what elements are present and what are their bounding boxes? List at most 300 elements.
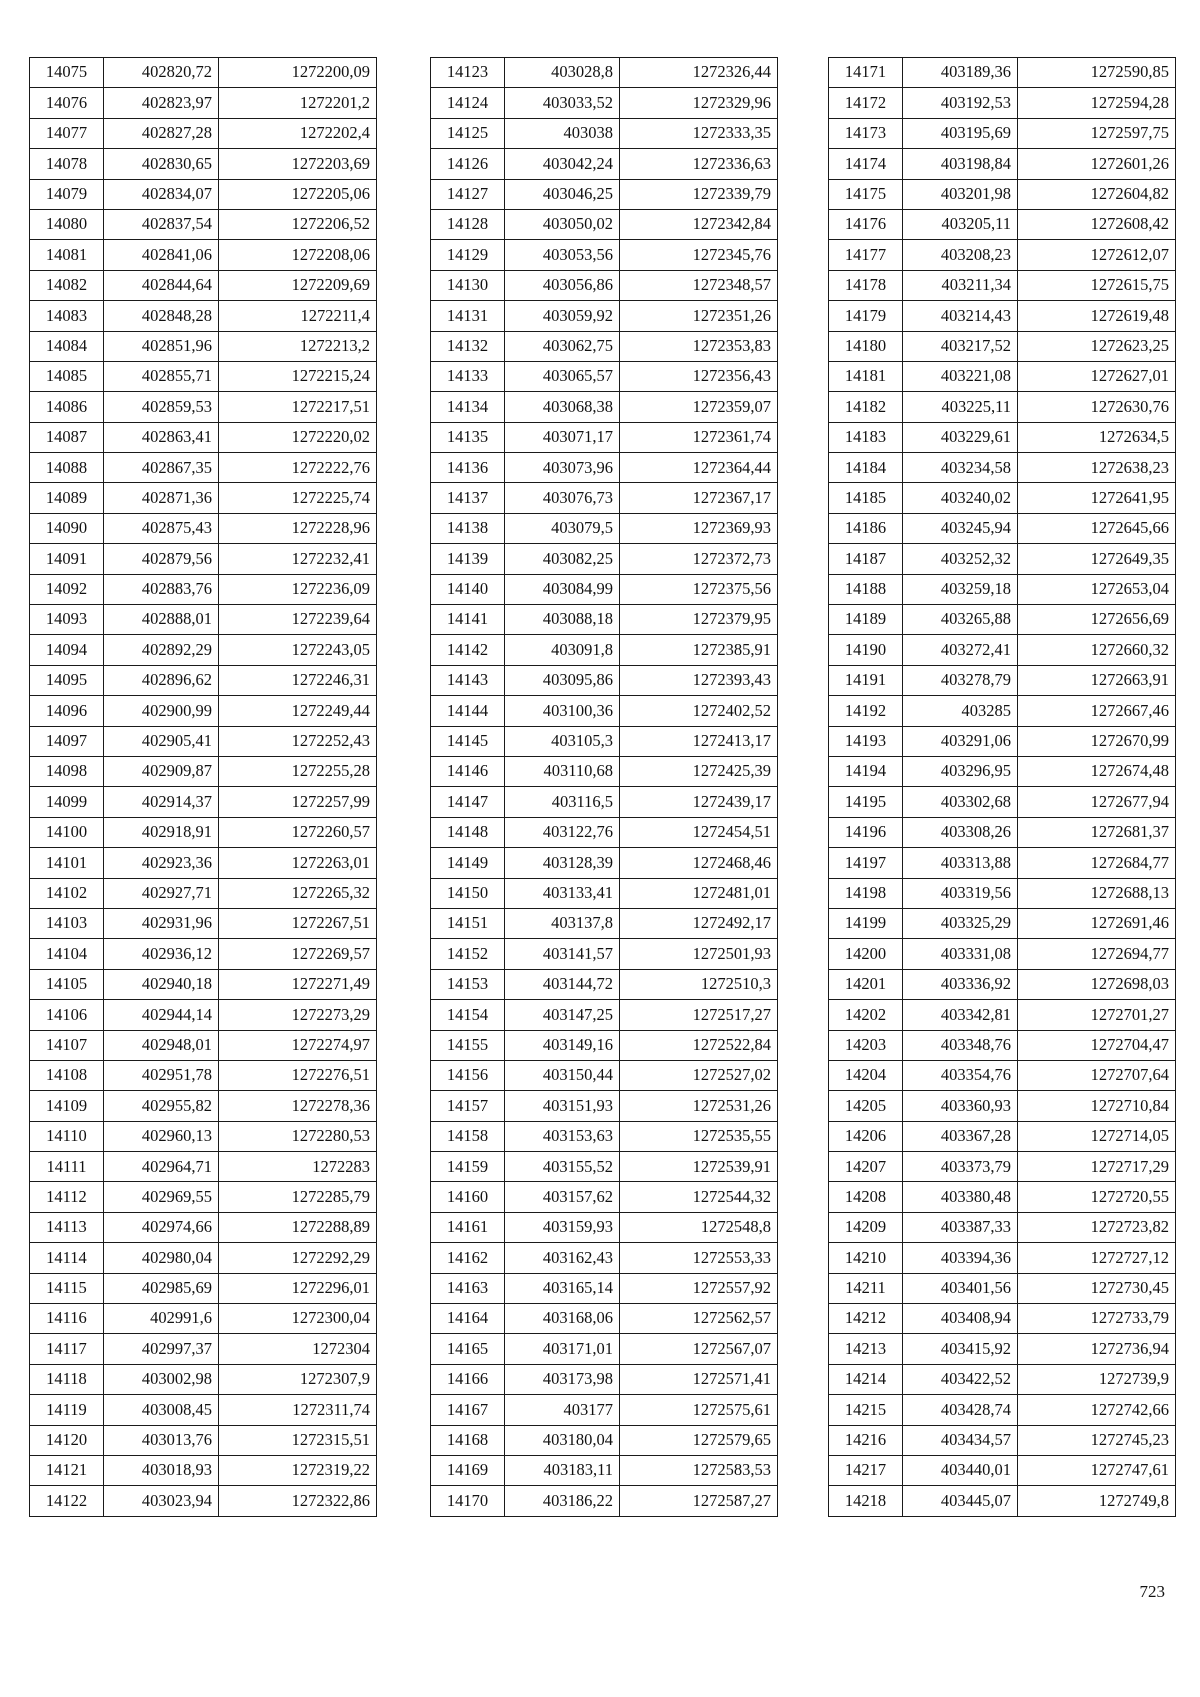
- table-row: [30, 635, 377, 665]
- table-row: [431, 969, 778, 999]
- table-row: [829, 574, 1176, 604]
- x-coordinate-cell: 403050,02: [505, 209, 620, 239]
- table-row: [431, 939, 778, 969]
- table-row: [30, 1395, 377, 1425]
- x-coordinate-cell: 402892,29: [104, 635, 219, 665]
- y-coordinate-cell: 1272385,91: [620, 635, 778, 665]
- y-coordinate-cell: 1272273,29: [219, 1000, 377, 1030]
- x-coordinate-cell: 402830,65: [104, 149, 219, 179]
- table-row: [829, 1121, 1176, 1151]
- point-number-cell: 14218: [829, 1486, 903, 1516]
- point-number-cell: 14083: [30, 301, 104, 331]
- point-number-cell: 14217: [829, 1455, 903, 1485]
- y-coordinate-cell: 1272342,84: [620, 209, 778, 239]
- table-row: [30, 605, 377, 635]
- y-coordinate-cell: 1272203,69: [219, 149, 377, 179]
- y-coordinate-cell: 1272326,44: [620, 58, 778, 88]
- point-number-cell: 14145: [431, 726, 505, 756]
- table-row: [30, 1486, 377, 1516]
- table-row: [30, 1243, 377, 1273]
- table-row: [431, 908, 778, 938]
- x-coordinate-cell: 403428,74: [903, 1395, 1018, 1425]
- y-coordinate-cell: 1272336,63: [620, 149, 778, 179]
- x-coordinate-cell: 403046,25: [505, 179, 620, 209]
- x-coordinate-cell: 402820,72: [104, 58, 219, 88]
- x-coordinate-cell: 402823,97: [104, 88, 219, 118]
- point-number-cell: 14122: [30, 1486, 104, 1516]
- point-number-cell: 14155: [431, 1030, 505, 1060]
- x-coordinate-cell: 403336,92: [903, 969, 1018, 999]
- x-coordinate-cell: 403394,36: [903, 1243, 1018, 1273]
- table-row: [431, 1030, 778, 1060]
- point-number-cell: 14203: [829, 1030, 903, 1060]
- x-coordinate-cell: 402980,04: [104, 1243, 219, 1273]
- point-number-cell: 14117: [30, 1334, 104, 1364]
- point-number-cell: 14194: [829, 756, 903, 786]
- point-number-cell: 14113: [30, 1212, 104, 1242]
- y-coordinate-cell: 1272677,94: [1018, 787, 1176, 817]
- point-number-cell: 14108: [30, 1060, 104, 1090]
- y-coordinate-cell: 1272749,8: [1018, 1486, 1176, 1516]
- x-coordinate-cell: 403038: [505, 118, 620, 148]
- point-number-cell: 14174: [829, 149, 903, 179]
- table-row: [431, 1455, 778, 1485]
- x-coordinate-cell: 403165,14: [505, 1273, 620, 1303]
- table-row: [829, 1152, 1176, 1182]
- table-row: [829, 270, 1176, 300]
- y-coordinate-cell: 1272723,82: [1018, 1212, 1176, 1242]
- x-coordinate-cell: 403387,33: [903, 1212, 1018, 1242]
- point-number-cell: 14143: [431, 665, 505, 695]
- table-row: [30, 696, 377, 726]
- point-number-cell: 14190: [829, 635, 903, 665]
- point-number-cell: 14097: [30, 726, 104, 756]
- point-number-cell: 14215: [829, 1395, 903, 1425]
- point-number-cell: 14193: [829, 726, 903, 756]
- x-coordinate-cell: 403155,52: [505, 1152, 620, 1182]
- point-number-cell: 14171: [829, 58, 903, 88]
- x-coordinate-cell: 403225,11: [903, 392, 1018, 422]
- point-number-cell: 14105: [30, 969, 104, 999]
- x-coordinate-cell: 403128,39: [505, 848, 620, 878]
- x-coordinate-cell: 402909,87: [104, 756, 219, 786]
- x-coordinate-cell: 403059,92: [505, 301, 620, 331]
- table-row: [30, 1455, 377, 1485]
- table-row: [30, 665, 377, 695]
- y-coordinate-cell: 1272548,8: [620, 1212, 778, 1242]
- table-row: [30, 1091, 377, 1121]
- y-coordinate-cell: 1272267,51: [219, 908, 377, 938]
- x-coordinate-cell: 403159,93: [505, 1212, 620, 1242]
- y-coordinate-cell: 1272623,25: [1018, 331, 1176, 361]
- table-row: [431, 1334, 778, 1364]
- table-row: [431, 1152, 778, 1182]
- y-coordinate-cell: 1272663,91: [1018, 665, 1176, 695]
- x-coordinate-cell: 403214,43: [903, 301, 1018, 331]
- point-number-cell: 14104: [30, 939, 104, 969]
- point-number-cell: 14150: [431, 878, 505, 908]
- table-row: [431, 544, 778, 574]
- y-coordinate-cell: 1272285,79: [219, 1182, 377, 1212]
- table-row: [829, 361, 1176, 391]
- y-coordinate-cell: 1272280,53: [219, 1121, 377, 1151]
- point-number-cell: 14182: [829, 392, 903, 422]
- x-coordinate-cell: 403302,68: [903, 787, 1018, 817]
- y-coordinate-cell: 1272627,01: [1018, 361, 1176, 391]
- y-coordinate-cell: 1272587,27: [620, 1486, 778, 1516]
- point-number-cell: 14091: [30, 544, 104, 574]
- table-row: [30, 483, 377, 513]
- point-number-cell: 14199: [829, 908, 903, 938]
- point-number-cell: 14078: [30, 149, 104, 179]
- table-row: [431, 1212, 778, 1242]
- point-number-cell: 14172: [829, 88, 903, 118]
- x-coordinate-cell: 403180,04: [505, 1425, 620, 1455]
- x-coordinate-cell: 403205,11: [903, 209, 1018, 239]
- y-coordinate-cell: 1272660,32: [1018, 635, 1176, 665]
- table-row: [30, 817, 377, 847]
- x-coordinate-cell: 403211,34: [903, 270, 1018, 300]
- y-coordinate-cell: 1272615,75: [1018, 270, 1176, 300]
- y-coordinate-cell: 1272307,9: [219, 1364, 377, 1394]
- point-number-cell: 14214: [829, 1364, 903, 1394]
- point-number-cell: 14176: [829, 209, 903, 239]
- table-row: [431, 848, 778, 878]
- y-coordinate-cell: 1272271,49: [219, 969, 377, 999]
- y-coordinate-cell: 1272527,02: [620, 1060, 778, 1090]
- x-coordinate-cell: 403076,73: [505, 483, 620, 513]
- x-coordinate-cell: 402879,56: [104, 544, 219, 574]
- x-coordinate-cell: 402888,01: [104, 605, 219, 635]
- point-number-cell: 14094: [30, 635, 104, 665]
- point-number-cell: 14184: [829, 453, 903, 483]
- table-row: [829, 483, 1176, 513]
- table-row: [30, 1364, 377, 1394]
- x-coordinate-cell: 403234,58: [903, 453, 1018, 483]
- x-coordinate-cell: 402974,66: [104, 1212, 219, 1242]
- table-row: [30, 574, 377, 604]
- point-number-cell: 14115: [30, 1273, 104, 1303]
- point-number-cell: 14183: [829, 422, 903, 452]
- y-coordinate-cell: 1272353,83: [620, 331, 778, 361]
- point-number-cell: 14175: [829, 179, 903, 209]
- x-coordinate-cell: 403065,57: [505, 361, 620, 391]
- table-row: [431, 58, 778, 88]
- y-coordinate-cell: 1272283: [219, 1152, 377, 1182]
- table-row: [829, 1091, 1176, 1121]
- point-number-cell: 14148: [431, 817, 505, 847]
- table-row: [431, 1091, 778, 1121]
- point-number-cell: 14141: [431, 605, 505, 635]
- y-coordinate-cell: 1272246,31: [219, 665, 377, 695]
- y-coordinate-cell: 1272544,32: [620, 1182, 778, 1212]
- table-row: [30, 149, 377, 179]
- x-coordinate-cell: 402837,54: [104, 209, 219, 239]
- x-coordinate-cell: 403367,28: [903, 1121, 1018, 1151]
- point-number-cell: 14130: [431, 270, 505, 300]
- x-coordinate-cell: 402985,69: [104, 1273, 219, 1303]
- x-coordinate-cell: 402844,64: [104, 270, 219, 300]
- x-coordinate-cell: 403144,72: [505, 969, 620, 999]
- y-coordinate-cell: 1272571,41: [620, 1364, 778, 1394]
- point-number-cell: 14186: [829, 513, 903, 543]
- x-coordinate-cell: 403079,5: [505, 513, 620, 543]
- point-number-cell: 14185: [829, 483, 903, 513]
- table-row: [30, 1334, 377, 1364]
- point-number-cell: 14140: [431, 574, 505, 604]
- table-row: [829, 1364, 1176, 1394]
- y-coordinate-cell: 1272220,02: [219, 422, 377, 452]
- table-row: [30, 240, 377, 270]
- table-row: [431, 726, 778, 756]
- x-coordinate-cell: 402900,99: [104, 696, 219, 726]
- point-number-cell: 14180: [829, 331, 903, 361]
- table-row: [431, 665, 778, 695]
- point-number-cell: 14090: [30, 513, 104, 543]
- y-coordinate-cell: 1272583,53: [620, 1455, 778, 1485]
- y-coordinate-cell: 1272201,2: [219, 88, 377, 118]
- x-coordinate-cell: 403217,52: [903, 331, 1018, 361]
- table-row: [30, 331, 377, 361]
- y-coordinate-cell: 1272356,43: [620, 361, 778, 391]
- y-coordinate-cell: 1272745,23: [1018, 1425, 1176, 1455]
- table-row: [431, 1486, 778, 1516]
- point-number-cell: 14110: [30, 1121, 104, 1151]
- table-row: [30, 361, 377, 391]
- y-coordinate-cell: 1272575,61: [620, 1395, 778, 1425]
- y-coordinate-cell: 1272300,04: [219, 1304, 377, 1334]
- table-row: [829, 665, 1176, 695]
- y-coordinate-cell: 1272492,17: [620, 908, 778, 938]
- x-coordinate-cell: 402827,28: [104, 118, 219, 148]
- x-coordinate-cell: 403147,25: [505, 1000, 620, 1030]
- table-row: [431, 605, 778, 635]
- y-coordinate-cell: 1272288,89: [219, 1212, 377, 1242]
- point-number-cell: 14178: [829, 270, 903, 300]
- table-row: [829, 1486, 1176, 1516]
- point-number-cell: 14096: [30, 696, 104, 726]
- table-row: [30, 513, 377, 543]
- table-row: [829, 58, 1176, 88]
- point-number-cell: 14080: [30, 209, 104, 239]
- y-coordinate-cell: 1272608,42: [1018, 209, 1176, 239]
- page-number: 723: [1139, 1582, 1165, 1601]
- point-number-cell: 14088: [30, 453, 104, 483]
- x-coordinate-cell: 403186,22: [505, 1486, 620, 1516]
- x-coordinate-cell: 403440,01: [903, 1455, 1018, 1485]
- coordinates-table-1: [29, 57, 377, 1517]
- table-row: [431, 1425, 778, 1455]
- point-number-cell: 14204: [829, 1060, 903, 1090]
- y-coordinate-cell: 1272393,43: [620, 665, 778, 695]
- y-coordinate-cell: 1272590,85: [1018, 58, 1176, 88]
- x-coordinate-cell: 402948,01: [104, 1030, 219, 1060]
- y-coordinate-cell: 1272239,64: [219, 605, 377, 635]
- table-row: [431, 422, 778, 452]
- point-number-cell: 14082: [30, 270, 104, 300]
- x-coordinate-cell: 403095,86: [505, 665, 620, 695]
- y-coordinate-cell: 1272539,91: [620, 1152, 778, 1182]
- y-coordinate-cell: 1272265,32: [219, 878, 377, 908]
- x-coordinate-cell: 403192,53: [903, 88, 1018, 118]
- point-number-cell: 14095: [30, 665, 104, 695]
- x-coordinate-cell: 402905,41: [104, 726, 219, 756]
- y-coordinate-cell: 1272707,64: [1018, 1060, 1176, 1090]
- x-coordinate-cell: 403023,94: [104, 1486, 219, 1516]
- table-row: [431, 513, 778, 543]
- y-coordinate-cell: 1272594,28: [1018, 88, 1176, 118]
- point-number-cell: 14087: [30, 422, 104, 452]
- x-coordinate-cell: 403434,57: [903, 1425, 1018, 1455]
- table-row: [829, 817, 1176, 847]
- point-number-cell: 14147: [431, 787, 505, 817]
- y-coordinate-cell: 1272481,01: [620, 878, 778, 908]
- table-row: [30, 908, 377, 938]
- table-row: [829, 726, 1176, 756]
- y-coordinate-cell: 1272269,57: [219, 939, 377, 969]
- x-coordinate-cell: 403100,36: [505, 696, 620, 726]
- table-row: [829, 392, 1176, 422]
- y-coordinate-cell: 1272278,36: [219, 1091, 377, 1121]
- table-row: [30, 118, 377, 148]
- x-coordinate-cell: 403252,32: [903, 544, 1018, 574]
- y-coordinate-cell: 1272359,07: [620, 392, 778, 422]
- y-coordinate-cell: 1272649,35: [1018, 544, 1176, 574]
- x-coordinate-cell: 403259,18: [903, 574, 1018, 604]
- x-coordinate-cell: 403208,23: [903, 240, 1018, 270]
- point-number-cell: 14153: [431, 969, 505, 999]
- point-number-cell: 14132: [431, 331, 505, 361]
- point-number-cell: 14168: [431, 1425, 505, 1455]
- point-number-cell: 14173: [829, 118, 903, 148]
- point-number-cell: 14131: [431, 301, 505, 331]
- y-coordinate-cell: 1272425,39: [620, 756, 778, 786]
- y-coordinate-cell: 1272243,05: [219, 635, 377, 665]
- table-row: [829, 756, 1176, 786]
- x-coordinate-cell: 403149,16: [505, 1030, 620, 1060]
- point-number-cell: 14079: [30, 179, 104, 209]
- x-coordinate-cell: 403278,79: [903, 665, 1018, 695]
- table-row: [30, 544, 377, 574]
- y-coordinate-cell: 1272211,4: [219, 301, 377, 331]
- point-number-cell: 14128: [431, 209, 505, 239]
- y-coordinate-cell: 1272656,69: [1018, 605, 1176, 635]
- table-row: [30, 969, 377, 999]
- y-coordinate-cell: 1272638,23: [1018, 453, 1176, 483]
- table-row: [431, 1182, 778, 1212]
- point-number-cell: 14102: [30, 878, 104, 908]
- y-coordinate-cell: 1272232,41: [219, 544, 377, 574]
- y-coordinate-cell: 1272215,24: [219, 361, 377, 391]
- y-coordinate-cell: 1272557,92: [620, 1273, 778, 1303]
- y-coordinate-cell: 1272375,56: [620, 574, 778, 604]
- point-number-cell: 14197: [829, 848, 903, 878]
- table-row: [829, 848, 1176, 878]
- point-number-cell: 14207: [829, 1152, 903, 1182]
- table-row: [30, 787, 377, 817]
- point-number-cell: 14210: [829, 1243, 903, 1273]
- table-row: [829, 513, 1176, 543]
- x-coordinate-cell: 402969,55: [104, 1182, 219, 1212]
- table-row: [30, 209, 377, 239]
- y-coordinate-cell: 1272641,95: [1018, 483, 1176, 513]
- point-number-cell: 14170: [431, 1486, 505, 1516]
- y-coordinate-cell: 1272260,57: [219, 817, 377, 847]
- x-coordinate-cell: 403380,48: [903, 1182, 1018, 1212]
- point-number-cell: 14075: [30, 58, 104, 88]
- point-number-cell: 14200: [829, 939, 903, 969]
- y-coordinate-cell: 1272200,09: [219, 58, 377, 88]
- y-coordinate-cell: 1272292,29: [219, 1243, 377, 1273]
- y-coordinate-cell: 1272634,5: [1018, 422, 1176, 452]
- y-coordinate-cell: 1272364,44: [620, 453, 778, 483]
- point-number-cell: 14209: [829, 1212, 903, 1242]
- x-coordinate-cell: 403084,99: [505, 574, 620, 604]
- x-coordinate-cell: 403141,57: [505, 939, 620, 969]
- x-coordinate-cell: 403360,93: [903, 1091, 1018, 1121]
- y-coordinate-cell: 1272522,84: [620, 1030, 778, 1060]
- y-coordinate-cell: 1272667,46: [1018, 696, 1176, 726]
- point-number-cell: 14093: [30, 605, 104, 635]
- x-coordinate-cell: 403313,88: [903, 848, 1018, 878]
- table-row: [30, 1152, 377, 1182]
- y-coordinate-cell: 1272202,4: [219, 118, 377, 148]
- y-coordinate-cell: 1272630,76: [1018, 392, 1176, 422]
- table-row: [829, 422, 1176, 452]
- table-row: [30, 1060, 377, 1090]
- table-row: [829, 635, 1176, 665]
- x-coordinate-cell: 402875,43: [104, 513, 219, 543]
- table-row: [829, 1030, 1176, 1060]
- table-row: [829, 453, 1176, 483]
- table-row: [30, 58, 377, 88]
- point-number-cell: 14125: [431, 118, 505, 148]
- x-coordinate-cell: 402896,62: [104, 665, 219, 695]
- x-coordinate-cell: 403177: [505, 1395, 620, 1425]
- table-row: [829, 1000, 1176, 1030]
- table-row: [30, 939, 377, 969]
- y-coordinate-cell: 1272645,66: [1018, 513, 1176, 543]
- x-coordinate-cell: 403137,8: [505, 908, 620, 938]
- y-coordinate-cell: 1272225,74: [219, 483, 377, 513]
- y-coordinate-cell: 1272304: [219, 1334, 377, 1364]
- y-coordinate-cell: 1272252,43: [219, 726, 377, 756]
- point-number-cell: 14120: [30, 1425, 104, 1455]
- y-coordinate-cell: 1272213,2: [219, 331, 377, 361]
- point-number-cell: 14195: [829, 787, 903, 817]
- table-row: [431, 1364, 778, 1394]
- table-row: [431, 1273, 778, 1303]
- point-number-cell: 14133: [431, 361, 505, 391]
- y-coordinate-cell: 1272579,65: [620, 1425, 778, 1455]
- y-coordinate-cell: 1272698,03: [1018, 969, 1176, 999]
- x-coordinate-cell: 403056,86: [505, 270, 620, 300]
- y-coordinate-cell: 1272567,07: [620, 1334, 778, 1364]
- point-number-cell: 14099: [30, 787, 104, 817]
- y-coordinate-cell: 1272274,97: [219, 1030, 377, 1060]
- y-coordinate-cell: 1272733,79: [1018, 1304, 1176, 1334]
- y-coordinate-cell: 1272372,73: [620, 544, 778, 574]
- x-coordinate-cell: 402867,35: [104, 453, 219, 483]
- x-coordinate-cell: 403195,69: [903, 118, 1018, 148]
- table-row: [30, 756, 377, 786]
- x-coordinate-cell: 402883,76: [104, 574, 219, 604]
- point-number-cell: 14086: [30, 392, 104, 422]
- table-row: [431, 149, 778, 179]
- table-row: [829, 1334, 1176, 1364]
- point-number-cell: 14129: [431, 240, 505, 270]
- x-coordinate-cell: 403445,07: [903, 1486, 1018, 1516]
